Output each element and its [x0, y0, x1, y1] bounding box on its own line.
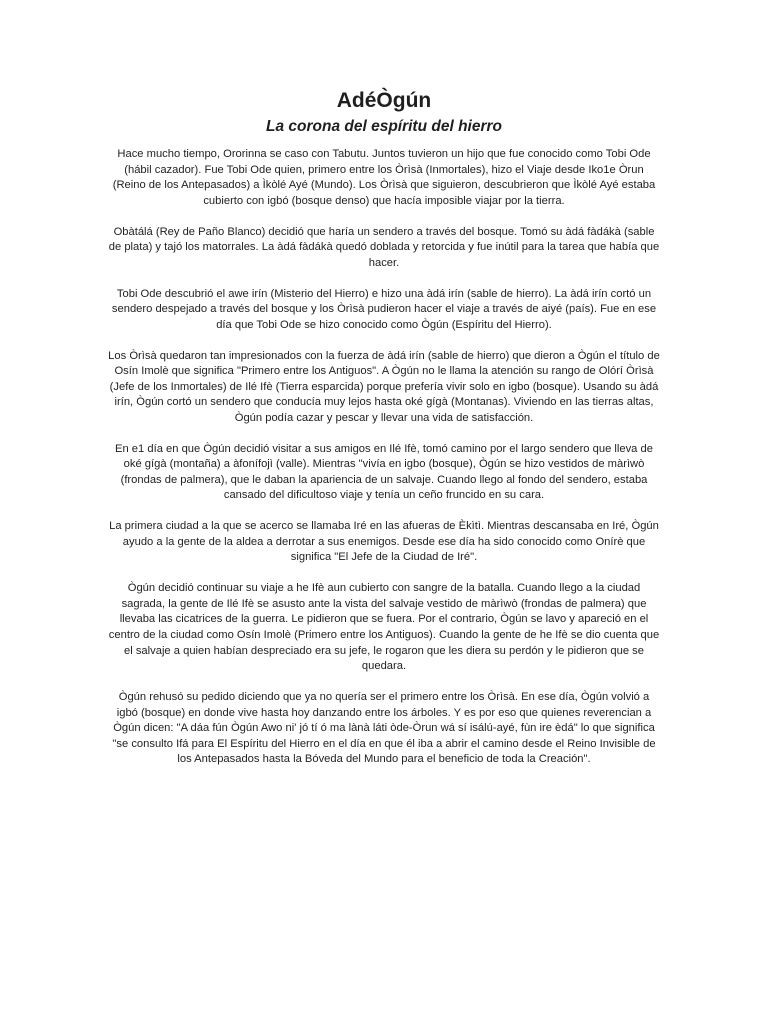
paragraph: Tobi Ode descubrió el awe irín (Misterio del Hierro) e hizo una àdá irín (sable de hierro). La àdá irín cortó un sendero despejado a través del bosque y los Òrìsà pudieron hacer el viaje a través de aiyé (país). Fue en ese día que Tobi Ode se hizo conocido como Ògún (Espíritu del Hierro).	[111, 287, 657, 331]
paragraph: En e1 día en que Ògún decidió visitar a sus amigos en Ilé Ifè, tomó camino por el largo sendero que lleva de oké gígà (montaña) a àfonífojì (valle). Mientras "vivía en igbo (bosque), Ògún se hizo vestidos de màrìwò (frondas de palmera), que le daban la apariencia de un salvaje. Cuando llego al fondo del sendero, estaba cansado del dificultoso viaje y tenía un ceño fruncido en su cara.	[115, 442, 653, 502]
document-subtitle: La corona del espíritu del hierro	[266, 118, 502, 135]
paragraph: La primera ciudad a la que se acerco se llamaba Iré en las afueras de Èkìtì. Mientras descansaba en Iré, Ògún ayudo a la gente de la aldea a derrotar a sus enemigos. Desde ese día ha sido conocido como Onírè que significa "El Jefe de la Ciudad de Iré".	[109, 520, 659, 564]
paragraph: Obàtálá (Rey de Paño Blanco) decidió que haría un sendero a través del bosque. Tomó su àdá fàdákà (sable de plata) y tajó los matorrales. La àdá fàdákà quedó doblada y retorcida y fue inútil para la tarea que había que hacer.	[108, 225, 660, 269]
document-body	[108, 147, 660, 768]
paragraph: Ògún rehusó su pedido diciendo que ya no quería ser el primero entre los Òrìsà. En ese día, Ògún volvió a igbó (bosque) en donde vive hasta hoy danzando entre los árboles. Y es por eso que quienes reverencian a Ògún dicen: "A dáa fún Ògún Awo ni' jó tí ó ma lànà láti òde-Òrun wá sí isálú-ayé, fùn ire èdá" lo que significa "se consulto Ifá para El Espíritu del Hierro en el día en que él iba a abrir el camino desde el Reino Invisible de los Antepasados hasta la Bóveda del Mundo para el beneficio de toda la Creación".	[112, 690, 656, 766]
paragraph: Ògún decidió continuar su viaje a he Ifè aun cubierto con sangre de la batalla. Cuando llego a la ciudad sagrada, la gente de Ilé Ifè se asusto ante la vista del salvaje vestido de màrìwò (frondas de palmera) que llevaba las cicatrices de la guerra. Le pidieron que se fuera. Por el contrario, Ògún se lavo y apareció en el centro de la ciudad como Osín Imolè (Primero entre los Antiguos). Cuando la gente de he Ifè se dio cuenta que el salvaje a quien habían despreciado era su jefe, le rogaron que les diera su perdón y le pidieron que se quedara.	[108, 582, 660, 673]
paragraph: Hace mucho tiempo, Ororinna se caso con Tabutu. Juntos tuvieron un hijo que fue conocido como Tobi Ode (hábil cazador). Fue Tobi Ode quien, primero entre los Òrìsà (Inmortales), hizo el Viaje desde Iko1e Òrun (Reino de los Antepasados) a Ìkòlé Ayé (Mundo). Los Òrìsà que siguieron, descubrieron que Ìkòlé Ayé estaba cubierto con igbó (bosque denso) que hacía imposible viajar por la tierra.	[112, 148, 656, 207]
document-title: AdéÒgún	[336, 89, 432, 112]
paragraph: Los Òrìsà quedaron tan impresionados con la fuerza de àdá irín (sable de hierro) que dieron a Ògún el título de Osín Imolè que significa "Primero entre los Antiguos". A Ògún no le llama la atención su rango de Olórí Òrìsà (Jefe de los Inmortales) de Ilé Ifè (Tierra esparcida) porque prefería vivir solo en igbo (bosque). Usando su àdá irín, Ògún cortó un sendero que conducía muy lejos hasta oké gígà (Montanas). Viviendo en las tierras altas, Ògún podía cazar y pescar y llevar una vida de satisfacción.	[108, 349, 660, 424]
